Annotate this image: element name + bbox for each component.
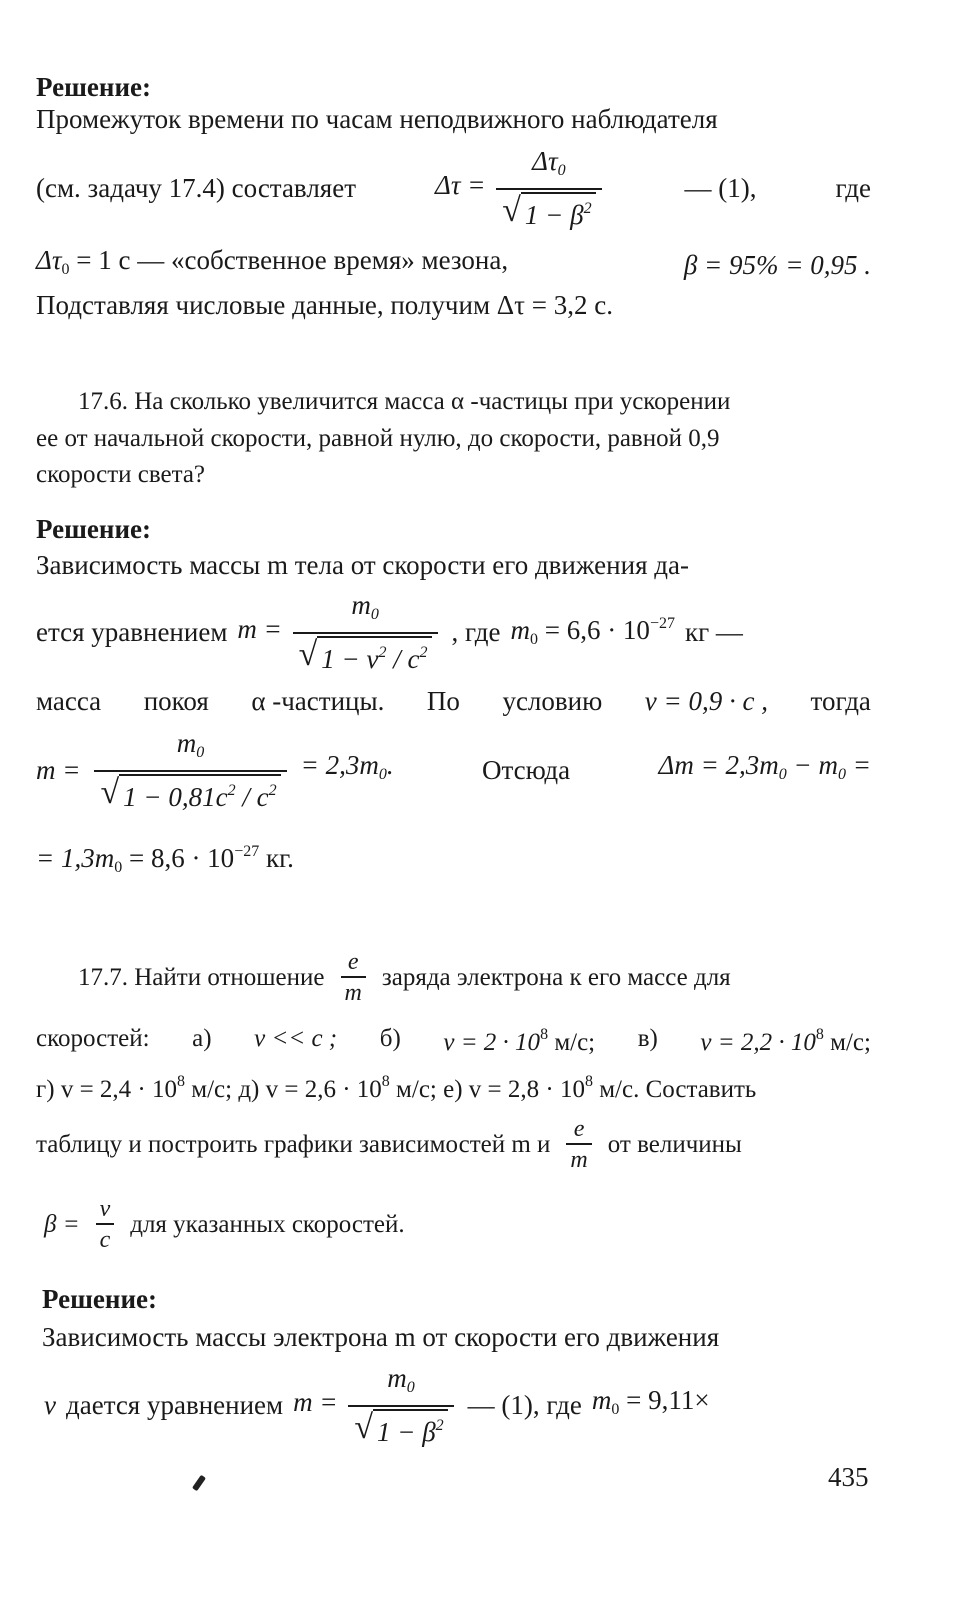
den-text: 1 − v bbox=[321, 644, 379, 674]
text-span: в) bbox=[637, 1025, 658, 1052]
fraction-numerator: e bbox=[347, 949, 359, 975]
expr-text: − m bbox=[793, 750, 839, 780]
text-span: По bbox=[426, 686, 460, 716]
ink-mark-icon bbox=[192, 1475, 206, 1492]
text-span: ется уравнением bbox=[36, 617, 228, 647]
fraction bbox=[496, 146, 601, 230]
text-span: β = 95% = 0,95 . bbox=[683, 250, 871, 280]
den-text: 1 − β bbox=[524, 200, 584, 230]
expr-text: = 9,11× bbox=[626, 1385, 710, 1415]
formula-mass-value bbox=[36, 728, 394, 812]
text-span bbox=[443, 1018, 595, 1060]
text-span: 17.7. Найти отношение bbox=[78, 964, 325, 991]
expr-text: v = 2,2 · 10 bbox=[700, 1029, 816, 1056]
solution-heading-3: Решение: bbox=[42, 1284, 157, 1314]
expr-text: = 1,3m bbox=[36, 843, 115, 873]
superscript: 8 bbox=[381, 1073, 390, 1090]
text-span: v << c ; bbox=[254, 1025, 338, 1052]
problem-text-line: 17.6. На сколько увеличится масса α -частицы при ускорении bbox=[78, 388, 731, 415]
symbol: m bbox=[510, 615, 530, 645]
rhs-text: = 2,3m bbox=[300, 750, 379, 780]
expr-text: кг. bbox=[265, 843, 294, 873]
formula-line bbox=[36, 148, 871, 228]
text-span: v = 0,9 · c , bbox=[644, 686, 768, 716]
superscript: 2 bbox=[419, 644, 428, 661]
text-line: Промежуток времени по часам неподвижного наблюдателя bbox=[36, 104, 718, 134]
den-text: 1 − β bbox=[377, 1417, 436, 1447]
superscript: 2 bbox=[378, 644, 387, 661]
text-span: — (1), bbox=[684, 173, 757, 203]
text-span: условию bbox=[502, 686, 603, 716]
fraction bbox=[566, 1117, 591, 1173]
superscript: 8 bbox=[815, 1026, 824, 1043]
formula-line bbox=[36, 592, 871, 672]
subscript: 0 bbox=[529, 631, 538, 648]
text-span: = 6,6 · 10 bbox=[544, 615, 650, 645]
superscript: 8 bbox=[540, 1026, 549, 1043]
text-span bbox=[510, 607, 675, 657]
sqrt-icon: √ bbox=[100, 774, 120, 811]
expr-text: м/с. Составить bbox=[592, 1076, 757, 1103]
problem-text-line: скорости света? bbox=[36, 461, 206, 488]
text-span: таблицу и построить графики зависимостей m и bbox=[36, 1131, 551, 1158]
fraction-numerator bbox=[345, 590, 385, 632]
text-span bbox=[36, 243, 508, 287]
formula-mass bbox=[237, 590, 441, 674]
text-span: β = bbox=[44, 1211, 80, 1238]
num-text: Δτ bbox=[532, 146, 558, 176]
fraction bbox=[96, 1197, 115, 1253]
subscript: 0 bbox=[196, 744, 205, 761]
superscript: 2 bbox=[583, 200, 592, 217]
formula-lhs: m = bbox=[293, 1387, 338, 1418]
expr-text: м/с; д) v = 2,6 · 10 bbox=[185, 1076, 382, 1103]
symbol: Δτ bbox=[36, 245, 62, 275]
fraction bbox=[341, 950, 366, 1006]
fraction-numerator bbox=[171, 728, 211, 770]
sqrt-icon: √ bbox=[298, 636, 318, 673]
formula-lhs: Δτ = bbox=[434, 170, 486, 201]
num-text: m bbox=[176, 728, 197, 758]
text-span: , где bbox=[451, 617, 501, 647]
expr-text: = 8,6 · 10 bbox=[128, 843, 235, 873]
fraction-denominator: m bbox=[566, 1143, 591, 1173]
den-text: / c bbox=[386, 644, 420, 674]
unit-text: м/с; bbox=[823, 1029, 871, 1056]
superscript: 8 bbox=[584, 1073, 593, 1090]
problem-text-line bbox=[78, 945, 871, 1011]
subscript: 0 bbox=[378, 766, 387, 783]
sqrt-icon: √ bbox=[502, 192, 521, 229]
superscript: 2 bbox=[268, 782, 277, 799]
subscript: 0 bbox=[114, 859, 123, 876]
text-span: (см. задачу 17.4) составляет bbox=[36, 173, 356, 203]
superscript: −27 bbox=[649, 615, 675, 632]
fraction-numerator bbox=[526, 146, 572, 188]
subscript: 0 bbox=[406, 1379, 415, 1396]
superscript: 8 bbox=[177, 1073, 186, 1090]
expr-text: = bbox=[852, 750, 871, 780]
text-span: б) bbox=[379, 1025, 401, 1052]
expr-text: v = 2 · 10 bbox=[443, 1029, 541, 1056]
den-text: 1 − 0,81c bbox=[123, 782, 228, 812]
radicand bbox=[521, 192, 596, 230]
solution-heading-2: Решение: bbox=[36, 514, 151, 544]
subscript: 0 bbox=[370, 606, 379, 623]
text-span: где bbox=[835, 173, 871, 203]
text-span: тогда bbox=[810, 686, 871, 716]
fraction bbox=[348, 1363, 453, 1447]
text-span bbox=[658, 748, 871, 792]
text-span: скоростей: bbox=[36, 1025, 150, 1052]
formula-mass-electron bbox=[293, 1363, 458, 1447]
subscript: 0 bbox=[778, 766, 787, 783]
text-span: масса bbox=[36, 686, 102, 716]
sqrt bbox=[100, 774, 280, 812]
formula-line bbox=[44, 1363, 875, 1447]
text-line: Зависимость массы m тела от скорости его движения да- bbox=[36, 550, 689, 580]
text-line: Подставляя числовые данные, получим Δτ = 3,2 с. bbox=[36, 290, 613, 320]
text-line: Зависимость массы электрона m от скорости его движения bbox=[42, 1322, 720, 1352]
fraction bbox=[94, 728, 286, 812]
text-span: α -частицы. bbox=[251, 686, 385, 716]
fraction-denominator bbox=[94, 770, 286, 812]
fraction-numerator bbox=[381, 1363, 421, 1405]
formula-line bbox=[36, 730, 871, 810]
problem-text-line bbox=[36, 1065, 871, 1107]
fraction-denominator bbox=[293, 632, 438, 674]
text-span: от величины bbox=[607, 1131, 742, 1158]
sqrt bbox=[299, 636, 432, 674]
text-span bbox=[700, 1018, 871, 1060]
solution-heading-1: Решение: bbox=[36, 72, 151, 102]
rhs-text: . bbox=[386, 750, 394, 780]
num-text: m bbox=[351, 590, 371, 620]
fraction bbox=[293, 590, 438, 674]
expr-text: Δm = 2,3m bbox=[658, 750, 779, 780]
superscript: −27 bbox=[234, 843, 260, 860]
text-span: а) bbox=[192, 1025, 212, 1052]
problem-text-line bbox=[36, 1018, 871, 1060]
fraction-denominator: c bbox=[96, 1223, 115, 1253]
sqrt bbox=[502, 192, 595, 230]
text-span: дается уравнением bbox=[65, 1390, 284, 1420]
text-line bbox=[36, 243, 871, 287]
problem-text-line bbox=[44, 1192, 871, 1258]
text-span bbox=[301, 748, 394, 792]
text-span: = 1 с — «собственное время» мезона, bbox=[76, 245, 509, 275]
expr-text: г) v = 2,4 · 10 bbox=[36, 1076, 178, 1103]
text-line bbox=[36, 684, 871, 718]
fraction-denominator bbox=[348, 1405, 453, 1447]
text-span: — (1), где bbox=[467, 1390, 582, 1420]
problem-text-line: ее от начальной скорости, равной нулю, до скорости, равной 0,9 bbox=[36, 425, 720, 452]
fraction-numerator: e bbox=[573, 1116, 585, 1142]
formula-lhs: m = bbox=[36, 755, 81, 785]
subscript: 0 bbox=[838, 766, 847, 783]
subscript: 0 bbox=[61, 261, 70, 278]
text-span bbox=[592, 1383, 710, 1427]
fraction-denominator bbox=[496, 188, 601, 230]
page-number: 435 bbox=[828, 1462, 869, 1492]
radicand bbox=[317, 636, 431, 674]
num-text: m bbox=[387, 1363, 407, 1393]
text-span: v bbox=[44, 1390, 56, 1420]
sqrt-icon: √ bbox=[354, 1409, 373, 1446]
formula-delta-tau bbox=[435, 146, 606, 230]
radicand bbox=[119, 774, 280, 812]
fraction-denominator: m bbox=[341, 976, 366, 1006]
subscript: 0 bbox=[611, 1401, 620, 1418]
expr-text: м/с; е) v = 2,8 · 10 bbox=[389, 1076, 585, 1103]
text-span: Отсюда bbox=[481, 755, 571, 785]
text-span: кг — bbox=[684, 617, 743, 647]
superscript: 2 bbox=[435, 1417, 444, 1434]
fraction-numerator: v bbox=[99, 1196, 111, 1222]
problem-text-line bbox=[36, 1112, 871, 1178]
den-text: / c bbox=[235, 782, 269, 812]
unit-text: м/с; bbox=[548, 1029, 596, 1056]
text-span: покоя bbox=[143, 686, 209, 716]
text-span: для указанных скоростей. bbox=[130, 1211, 405, 1238]
text-line bbox=[36, 835, 871, 885]
subscript: 0 bbox=[557, 162, 566, 179]
superscript: 2 bbox=[227, 782, 236, 799]
text-span: заряда электрона к его массе для bbox=[381, 964, 731, 991]
formula-lhs: m = bbox=[237, 614, 282, 645]
symbol: m bbox=[591, 1385, 612, 1415]
radicand bbox=[373, 1409, 448, 1447]
sqrt bbox=[354, 1409, 447, 1447]
